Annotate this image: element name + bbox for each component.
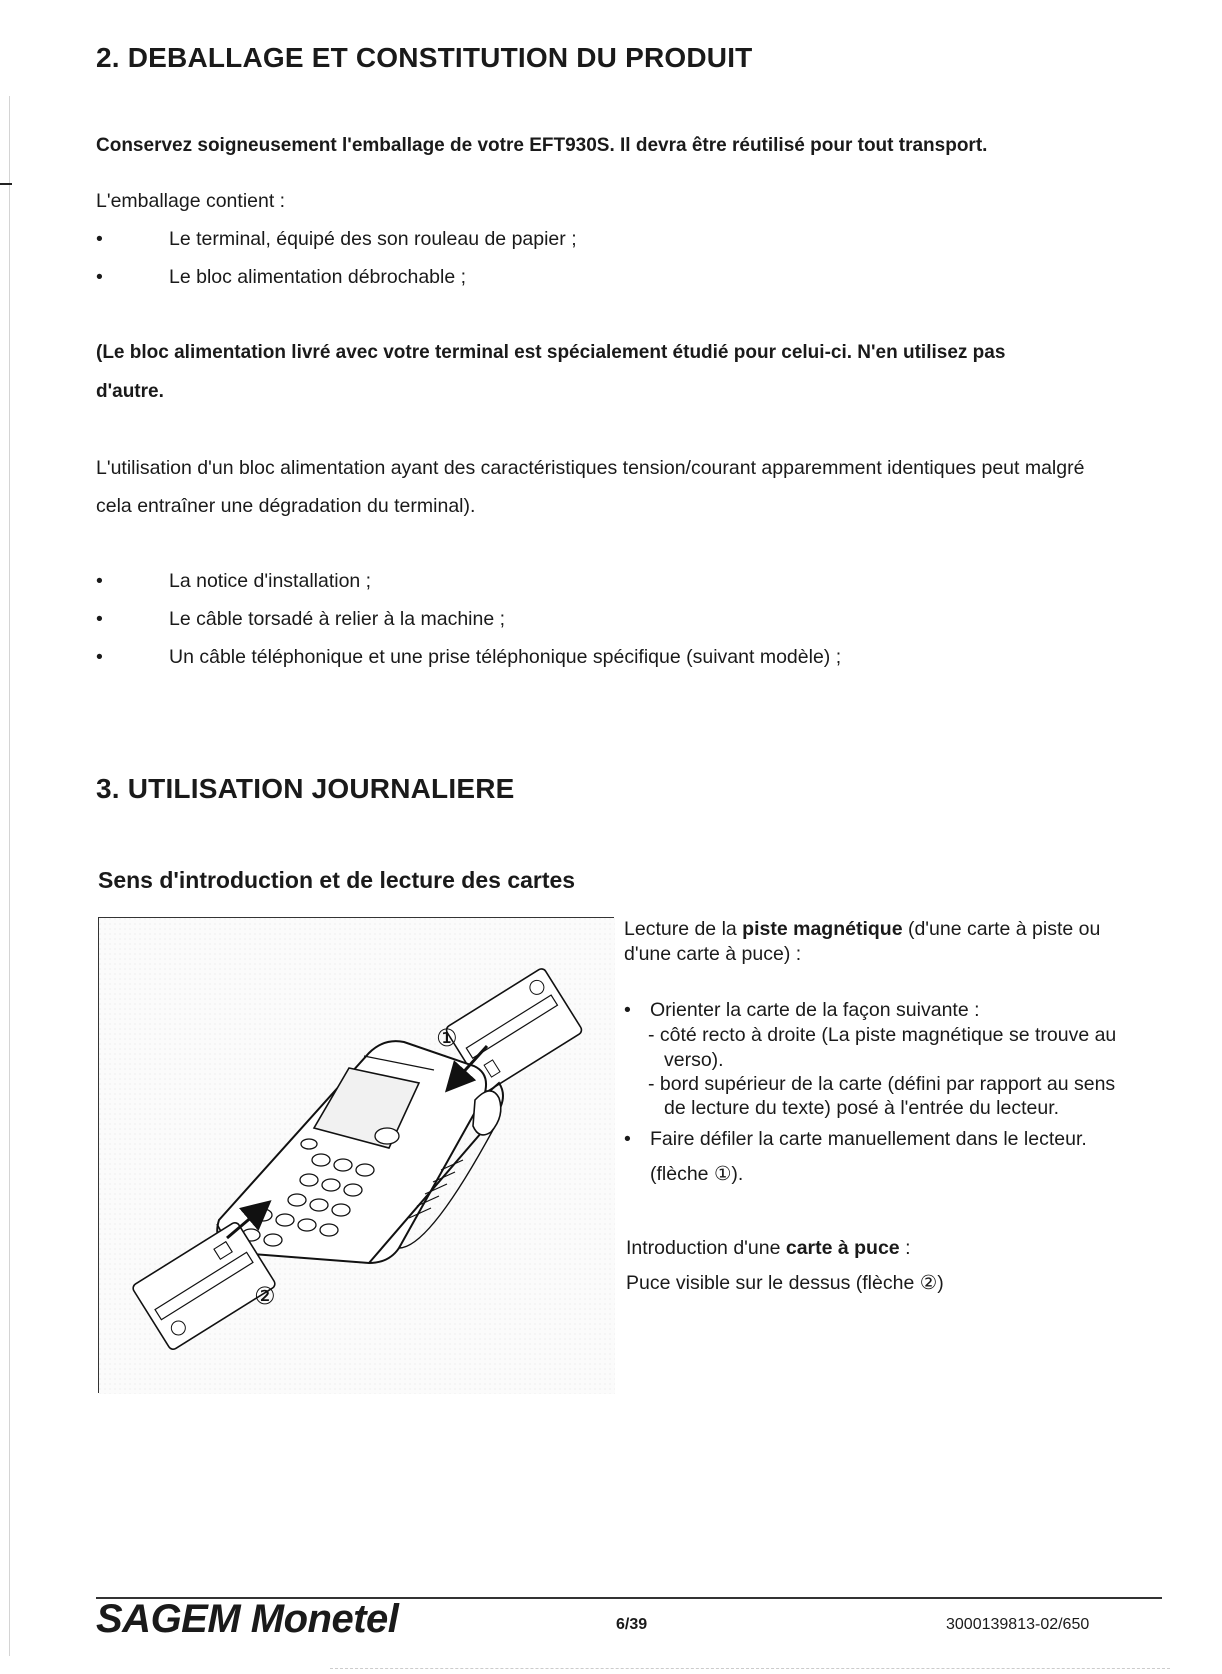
footer-brand: SAGEM Monetel [96, 1597, 399, 1641]
mag-bullet-1: • Orienter la carte de la façon suivante : [624, 999, 980, 1021]
section-2-intro: Conservez soigneusement l'emballage de votre EFT930S. Il devra être réutilisé pour tout transport. [96, 135, 988, 156]
chip-intro: Introduction d'une carte à puce : [626, 1237, 911, 1259]
callout-2: ② [254, 1282, 276, 1310]
mag-bullet-2: • Faire défiler la carte manuellement dans le lecteur. [624, 1128, 1087, 1150]
document-reference: 3000139813-02/650 [946, 1616, 1090, 1633]
cards-subtitle: Sens d'introduction et de lecture des cartes [98, 867, 576, 893]
scan-edge [0, 0, 14, 1674]
section-2-title: 2. DEBALLAGE ET CONSTITUTION DU PRODUIT [96, 42, 753, 73]
contents-label: L'emballage contient : [96, 190, 286, 212]
mag-sub-2b: de lecture du texte) posé à l'entrée du lecteur. [664, 1097, 1060, 1119]
section-3-title: 3. UTILISATION JOURNALIERE [96, 773, 515, 804]
mag-intro-line-2: d'une carte à puce) : [624, 943, 802, 965]
terminal-illustration [99, 918, 615, 1394]
mag-sub-1a: - côté recto à droite (La piste magnétique se trouve au [648, 1024, 1117, 1046]
mag-sub-1b: verso). [664, 1049, 724, 1071]
page-number: 6/39 [616, 1616, 648, 1633]
card-insertion-figure [98, 917, 614, 1393]
warning-paragraph-line-1: L'utilisation d'un bloc alimentation ayant des caractéristiques tension/courant apparemment identiques peut malgré [96, 457, 1085, 479]
warning-bold-line-1: (Le bloc alimentation livré avec votre terminal est spécialement étudié pour celui-ci. N'en utilisez pas [96, 342, 1006, 363]
warning-bold-line-2: d'autre. [96, 381, 164, 402]
warning-paragraph-line-2: cela entraîner une dégradation du terminal). [96, 495, 476, 517]
mag-intro-line-1: Lecture de la piste magnétique (d'une carte à piste ou [624, 918, 1101, 940]
mag-bullet-2b: (flèche ①). [650, 1163, 744, 1185]
callout-1: ① [436, 1024, 458, 1052]
mag-sub-2a: - bord supérieur de la carte (défini par rapport au sens [648, 1073, 1116, 1095]
scan-dashes [330, 1668, 1170, 1670]
chip-line: Puce visible sur le dessus (flèche ②) [626, 1272, 944, 1294]
